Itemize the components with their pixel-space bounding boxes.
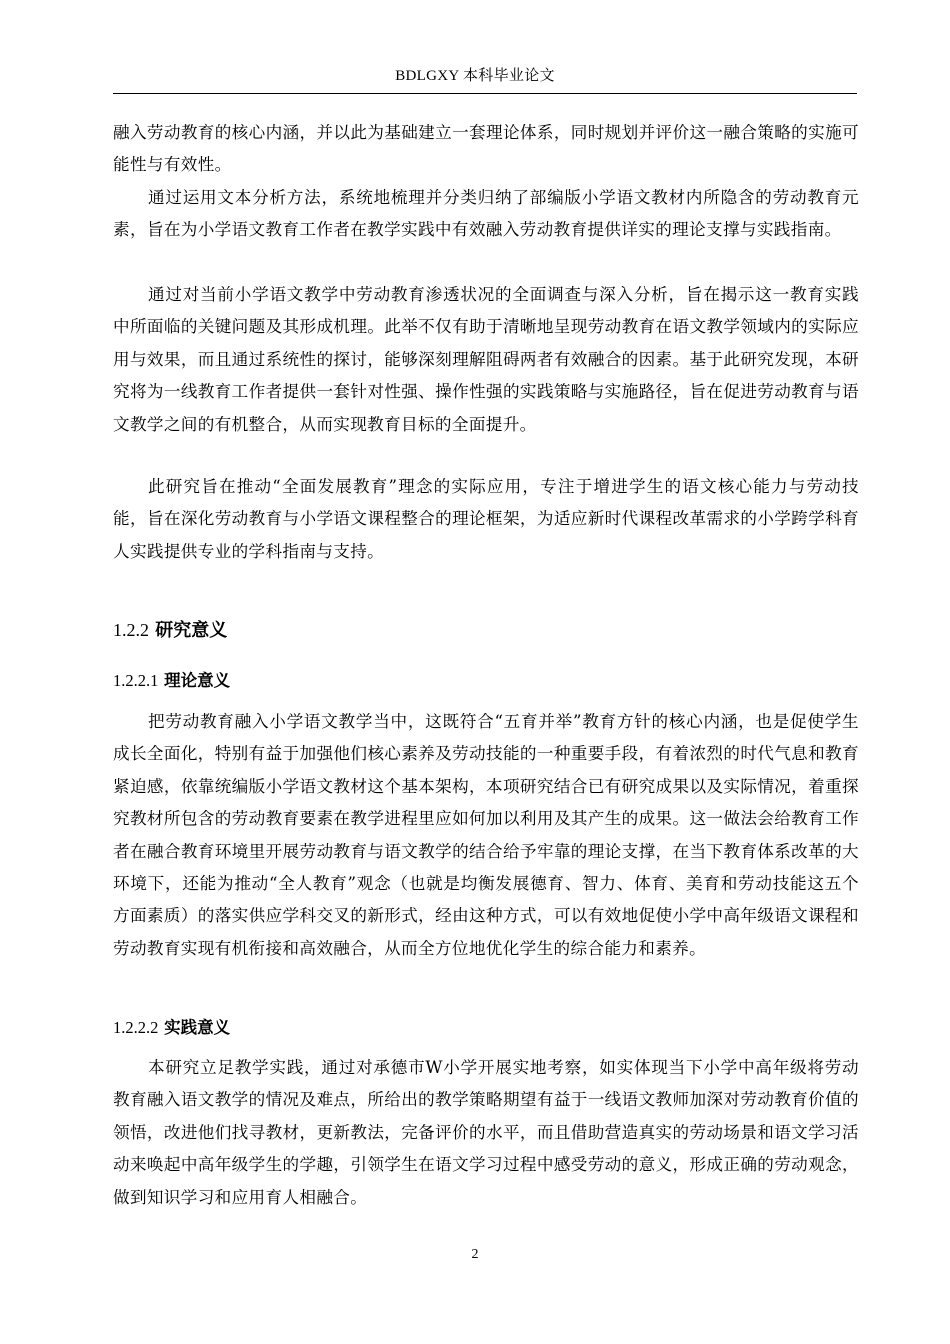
section-heading-research-significance bbox=[113, 618, 227, 643]
subsection-number: 1.2.2.2 bbox=[113, 1018, 159, 1037]
page-number: 2 bbox=[471, 1247, 479, 1262]
subsection-number: 1.2.2.1 bbox=[113, 671, 159, 690]
body-paragraph-1: 融入劳动教育的核心内涵，并以此为基础建立一套理论体系，同时规划并评价这一融合策略的实施可能性与有效性。 bbox=[113, 123, 859, 175]
section-title: 研究意义 bbox=[155, 620, 228, 641]
body-paragraph-4: 此研究旨在推动“全面发展教育”理念的实际应用，专注于增进学生的语文核心能力与劳动技能，旨在深化劳动教育与小学语文课程整合的理论框架，为适应新时代课程改革需求的小学跨学科育人实践提供专业的学科指南与支持。 bbox=[113, 477, 859, 561]
subsection-heading-practical-significance bbox=[113, 1016, 230, 1040]
header-divider bbox=[113, 93, 857, 94]
body-paragraph-3: 通过对当前小学语文教学中劳动教育渗透状况的全面调查与深入分析，旨在揭示这一教育实践中所面临的关键问题及其形成机理。此举不仅有助于清晰地呈现劳动教育在语文教学领域内的实际应用与效果，而且通过系统性的探讨，能够深刻理解阻碍两者有效融合的因素。基于此研究发现，本研究将为一线教育工作者提供一套针对性强、操作性强的实践策略与实施路径，旨在促进劳动教育与语文教学之间的有机整合，从而实现教育目标的全面提升。 bbox=[113, 285, 859, 434]
theoretical-significance-paragraph: 把劳动教育融入小学语文教学当中，这既符合“五育并举”教育方针的核心内涵，也是促使学生成长全面化，特别有益于加强他们核心素养及劳动技能的一种重要手段，有着浓烈的时代气息和教育紧迫感，依靠统编版小学语文教材这个基本架构，本项研究结合已有研究成果以及实际情况，着重探究教材所包含的劳动教育要素在教学进程里应如何加以利用及其产生的成果。这一做法会给教育工作者在融合教育环境里开展劳动教育与语文教学的结合给予牢靠的理论支撑，在当下教育体系改革的大环境下，还能为推动“全人教育”观念（也就是均衡发展德育、智力、体育、美育和劳动技能这五个方面素质）的落实供应学科交叉的新形式，经由这种方式，可以有效地促使小学中高年级语文课程和劳动教育实现有机衔接和高效融合，从而全方位地优化学生的综合能力和素养。 bbox=[113, 712, 859, 958]
practical-significance-paragraph: 本研究立足教学实践，通过对承德市W小学开展实地考察，如实体现当下小学中高年级将劳动教育融入语文教学的情况及难点，所给出的教学策略期望有益于一线语文教师加深对劳动教育价值的领悟，改进他们找寻教材，更新教法，完备评价的水平，而且借助营造真实的劳动场景和语文学习活动来唤起中高年级学生的学趣，引领学生在语文学习过程中感受劳动的意义，形成正确的劳动观念，做到知识学习和应用育人相融合。 bbox=[113, 1058, 859, 1207]
header-title: BDLGXY 本科毕业论文 bbox=[395, 68, 555, 84]
subsection-title: 实践意义 bbox=[164, 1018, 231, 1037]
subsection-heading-theoretical-significance bbox=[113, 669, 230, 693]
section-number: 1.2.2 bbox=[113, 620, 149, 640]
subsection-title: 理论意义 bbox=[164, 671, 231, 690]
body-paragraph-2: 通过运用文本分析方法，系统地梳理并分类归纳了部编版小学语文教材内所隐含的劳动教育元素，旨在为小学语文教育工作者在教学实践中有效融入劳动教育提供详实的理论支撑与实践指南。 bbox=[113, 188, 859, 240]
